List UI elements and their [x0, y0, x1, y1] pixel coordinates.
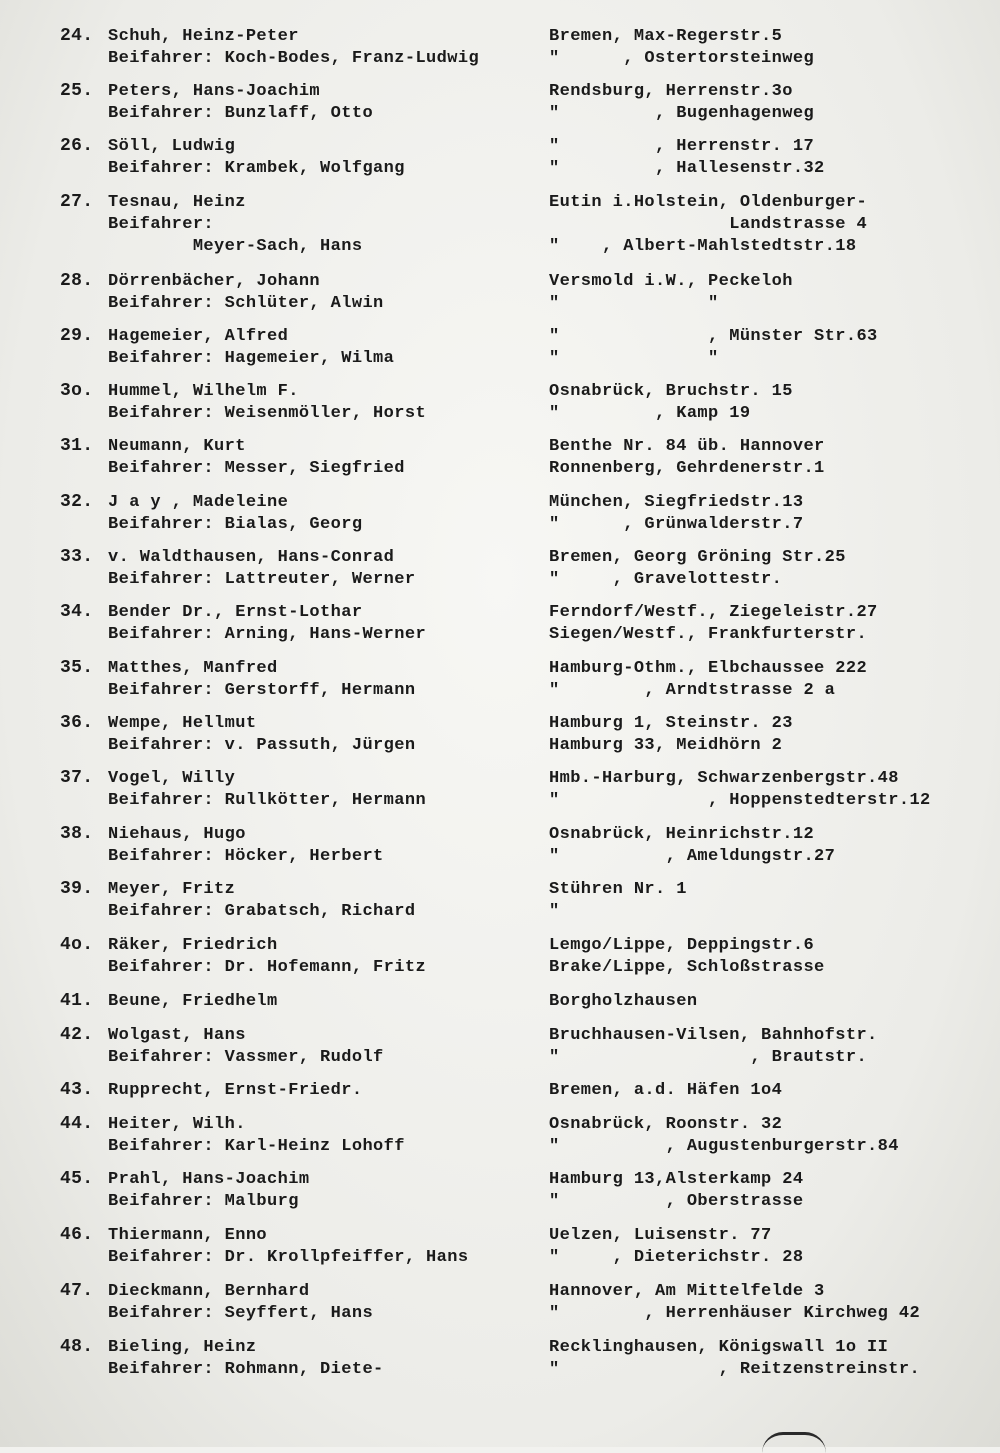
driver-name: Schuh, Heinz-Peter [108, 27, 299, 46]
driver-name: Heiter, Wilh. [108, 1115, 246, 1134]
address-driver: Hamburg-Othm., Elbchaussee 222 [549, 659, 868, 678]
driver-name: Niehaus, Hugo [108, 825, 246, 844]
list-item [0, 602, 1000, 650]
address-co-driver: " , Albert-Mahlstedtstr.18 [549, 237, 857, 256]
driver-name: Hummel, Wilhelm F. [108, 382, 299, 401]
entry-number: 37. [60, 768, 94, 788]
co-driver: Beifahrer: Grabatsch, Richard [108, 902, 416, 921]
list-item [0, 1025, 1000, 1073]
address-driver: Osnabrück, Heinrichstr.12 [549, 825, 815, 844]
list-item [0, 492, 1000, 540]
list-item [0, 1114, 1000, 1162]
address-driver: München, Siegfriedstr.13 [549, 493, 804, 512]
entry-number: 28. [60, 271, 94, 291]
address-driver: Bruchhausen-Vilsen, Bahnhofstr. [549, 1026, 878, 1045]
co-driver: Beifahrer: v. Passuth, Jürgen [108, 736, 416, 755]
entry-number: 27. [60, 192, 94, 212]
driver-name: Söll, Ludwig [108, 137, 236, 156]
address-driver: Osnabrück, Roonstr. 32 [549, 1115, 783, 1134]
address-co-driver: " , Hoppenstedterstr.12 [549, 791, 931, 810]
address-co-driver: " , Arndtstrasse 2 a [549, 681, 836, 700]
entry-number: 45. [60, 1169, 94, 1189]
address-co-driver: " , Gravelottestr. [549, 570, 783, 589]
entry-number: 46. [60, 1225, 94, 1245]
entry-number: 31. [60, 436, 94, 456]
entry-number: 38. [60, 824, 94, 844]
co-driver: Beifahrer: Schlüter, Alwin [108, 294, 384, 313]
entry-number: 29. [60, 326, 94, 346]
entry-number: 41. [60, 991, 94, 1011]
list-item [0, 547, 1000, 595]
co-driver: Beifahrer: Bialas, Georg [108, 515, 363, 534]
co-driver: Beifahrer: Koch-Bodes, Franz-Ludwig [108, 49, 480, 68]
co-driver: Beifahrer: Lattreuter, Werner [108, 570, 416, 589]
address-driver: Bremen, a.d. Häfen 1o4 [549, 1081, 783, 1100]
driver-name: v. Waldthausen, Hans-Conrad [108, 548, 395, 567]
entry-number: 24. [60, 26, 94, 46]
address-co-driver: Ronnenberg, Gehrdenerstr.1 [549, 459, 825, 478]
address-co-driver: " , Bugenhagenweg [549, 104, 815, 123]
driver-name: Rupprecht, Ernst-Friedr. [108, 1081, 363, 1100]
co-driver: Beifahrer: Krambek, Wolfgang [108, 159, 405, 178]
address-driver: Stühren Nr. 1 [549, 880, 687, 899]
address-co-driver: Siegen/Westf., Frankfurterstr. [549, 625, 868, 644]
driver-name: Prahl, Hans-Joachim [108, 1170, 310, 1189]
entry-number: 32. [60, 492, 94, 512]
driver-name: Räker, Friedrich [108, 936, 278, 955]
address-driver: Bremen, Max-Regerstr.5 [549, 27, 783, 46]
co-driver: Beifahrer: Arning, Hans-Werner [108, 625, 427, 644]
entry-number: 4o. [60, 935, 94, 955]
address-co-driver: Hamburg 33, Meidhörn 2 [549, 736, 783, 755]
address-co-driver: " " [549, 294, 719, 313]
list-item [0, 1281, 1000, 1329]
list-item [0, 935, 1000, 983]
list-item [0, 192, 1000, 262]
co-driver: Meyer-Sach, Hans [108, 237, 363, 256]
co-driver: Beifahrer: Gerstorff, Hermann [108, 681, 416, 700]
entry-number: 25. [60, 81, 94, 101]
address-driver: Benthe Nr. 84 üb. Hannover [549, 437, 825, 456]
list-item [0, 271, 1000, 319]
address-driver: Versmold i.W., Peckeloh [549, 272, 793, 291]
entry-number: 48. [60, 1337, 94, 1357]
list-item [0, 768, 1000, 816]
co-driver: Beifahrer: Vassmer, Rudolf [108, 1048, 384, 1067]
list-item [0, 879, 1000, 927]
driver-name: Matthes, Manfred [108, 659, 278, 678]
entry-number: 44. [60, 1114, 94, 1134]
driver-name: Wempe, Hellmut [108, 714, 257, 733]
co-driver: Beifahrer: Messer, Siegfried [108, 459, 405, 478]
address-driver: Recklinghausen, Königswall 1o II [549, 1338, 889, 1357]
list-item [0, 1225, 1000, 1273]
driver-name: Peters, Hans-Joachim [108, 82, 321, 101]
address-co-driver: " [549, 902, 560, 921]
address-driver: Osnabrück, Bruchstr. 15 [549, 382, 793, 401]
driver-name: Vogel, Willy [108, 769, 236, 788]
address-co-driver: " , Reitzenstreinstr. [549, 1360, 921, 1379]
entry-number: 36. [60, 713, 94, 733]
list-item [0, 1337, 1000, 1385]
co-driver: Beifahrer: Höcker, Herbert [108, 847, 384, 866]
address-driver: Rendsburg, Herrenstr.3o [549, 82, 793, 101]
list-item [0, 326, 1000, 374]
address-co-driver: " , Grünwalderstr.7 [549, 515, 804, 534]
driver-name: Dieckmann, Bernhard [108, 1282, 310, 1301]
driver-name: Beune, Friedhelm [108, 992, 278, 1011]
driver-name: Thiermann, Enno [108, 1226, 268, 1245]
binding-mark [762, 1432, 826, 1453]
address-driver: Hannover, Am Mittelfelde 3 [549, 1282, 825, 1301]
entry-number: 3o. [60, 381, 94, 401]
address-driver: " , Münster Str.63 [549, 327, 878, 346]
list-item [0, 1169, 1000, 1217]
address-driver: Bremen, Georg Gröning Str.25 [549, 548, 846, 567]
address-co-driver: " , Ameldungstr.27 [549, 847, 836, 866]
co-driver: Beifahrer: Dr. Krollpfeiffer, Hans [108, 1248, 469, 1267]
entry-number: 33. [60, 547, 94, 567]
co-driver: Beifahrer: Rullkötter, Hermann [108, 791, 427, 810]
driver-name: Bieling, Heinz [108, 1338, 257, 1357]
address-driver: Hamburg 13,Alsterkamp 24 [549, 1170, 804, 1189]
driver-name: Neumann, Kurt [108, 437, 246, 456]
driver-name: Bender Dr., Ernst-Lothar [108, 603, 363, 622]
co-driver: Beifahrer: Hagemeier, Wilma [108, 349, 395, 368]
address-co-driver: " , Hallesenstr.32 [549, 159, 825, 178]
list-item [0, 658, 1000, 706]
address-driver: Uelzen, Luisenstr. 77 [549, 1226, 772, 1245]
address-driver: Eutin i.Holstein, Oldenburger- [549, 193, 868, 212]
driver-name: Meyer, Fritz [108, 880, 236, 899]
co-driver: Beifahrer: Dr. Hofemann, Fritz [108, 958, 427, 977]
entry-number: 47. [60, 1281, 94, 1301]
list-item [0, 81, 1000, 129]
list-item [0, 824, 1000, 872]
address-driver: Hamburg 1, Steinstr. 23 [549, 714, 793, 733]
entry-number: 43. [60, 1080, 94, 1100]
address-driver: " , Herrenstr. 17 [549, 137, 815, 156]
list-item [0, 713, 1000, 761]
entry-number: 39. [60, 879, 94, 899]
address-co-driver: " , Dieterichstr. 28 [549, 1248, 804, 1267]
address-co-driver: " , Kamp 19 [549, 404, 751, 423]
co-driver: Beifahrer: Rohmann, Diete- [108, 1360, 384, 1379]
address-driver-continued: Landstrasse 4 [549, 215, 868, 234]
entry-number: 26. [60, 136, 94, 156]
entry-number: 42. [60, 1025, 94, 1045]
address-co-driver: " , Brautstr. [549, 1048, 868, 1067]
driver-name: Wolgast, Hans [108, 1026, 246, 1045]
entry-number: 34. [60, 602, 94, 622]
address-co-driver: " " [549, 349, 719, 368]
list-item [0, 381, 1000, 429]
address-co-driver: " , Ostertorsteinweg [549, 49, 815, 68]
address-co-driver: Brake/Lippe, Schloßstrasse [549, 958, 825, 977]
entry-number: 35. [60, 658, 94, 678]
co-driver: Beifahrer: Malburg [108, 1192, 299, 1211]
address-driver: Lemgo/Lippe, Deppingstr.6 [549, 936, 815, 955]
co-driver: Beifahrer: Weisenmöller, Horst [108, 404, 427, 423]
address-driver: Ferndorf/Westf., Ziegeleistr.27 [549, 603, 878, 622]
list-item [0, 26, 1000, 74]
driver-name: Hagemeier, Alfred [108, 327, 289, 346]
address-co-driver: " , Augustenburgerstr.84 [549, 1137, 899, 1156]
address-driver: Hmb.-Harburg, Schwarzenbergstr.48 [549, 769, 899, 788]
address-co-driver: " , Herrenhäuser Kirchweg 42 [549, 1304, 921, 1323]
address-co-driver: " , Oberstrasse [549, 1192, 804, 1211]
co-driver-label: Beifahrer: [108, 215, 215, 234]
list-item [0, 136, 1000, 184]
co-driver: Beifahrer: Bunzlaff, Otto [108, 104, 374, 123]
driver-name: Dörrenbächer, Johann [108, 272, 321, 291]
list-item [0, 436, 1000, 484]
co-driver: Beifahrer: Karl-Heinz Lohoff [108, 1137, 405, 1156]
driver-name: Tesnau, Heinz [108, 193, 246, 212]
address-driver: Borgholzhausen [549, 992, 698, 1011]
driver-name: J a y , Madeleine [108, 493, 289, 512]
co-driver: Beifahrer: Seyffert, Hans [108, 1304, 374, 1323]
